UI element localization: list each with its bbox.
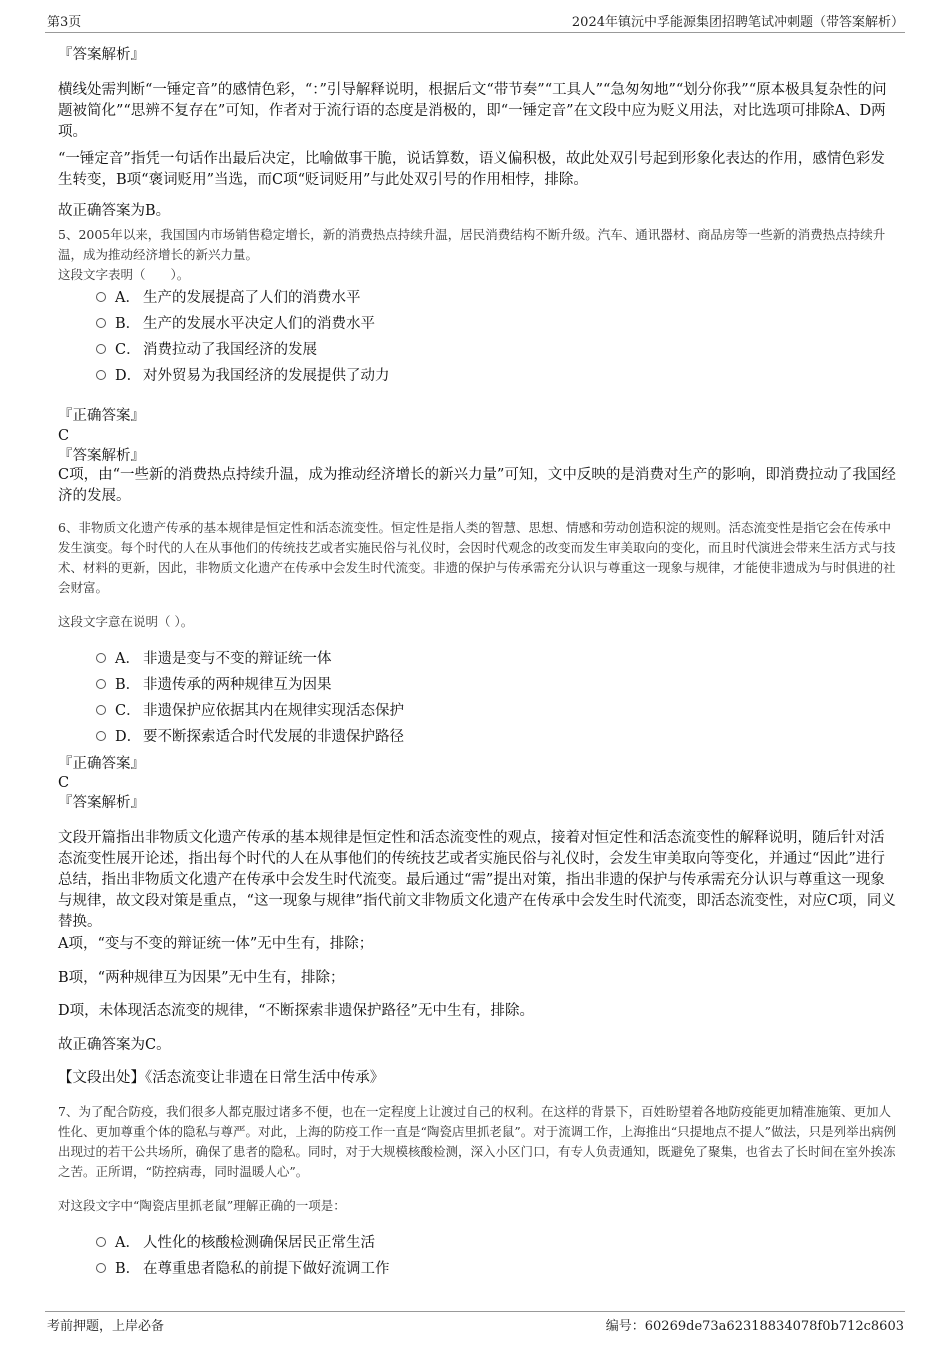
footer-rule	[45, 1311, 905, 1312]
q7-option-b[interactable]: B． 在尊重患者隐私的前提下做好流调工作	[96, 1259, 390, 1279]
q6-option-c[interactable]: C． 非遗保护应依据其内在规律实现活态保护	[96, 701, 404, 721]
q5-option-d[interactable]: D． 对外贸易为我国经济的发展提供了动力	[96, 366, 390, 386]
q5-answer-label: 『正确答案』	[58, 408, 145, 424]
document-title: 2024年镇沅中孚能源集团招聘笔试冲刺题（带答案解析）	[571, 15, 904, 30]
radio-icon[interactable]	[96, 292, 106, 302]
radio-icon[interactable]	[96, 653, 106, 663]
q5-option-c[interactable]: C． 消费拉动了我国经济的发展	[96, 340, 317, 360]
q6-answer: C	[58, 775, 70, 791]
q6-option-a-note: A项，“变与不变的辩证统一体”无中生有，排除；	[58, 936, 374, 952]
q6-answer-label: 『正确答案』	[58, 756, 145, 772]
q7-stem: 7、为了配合防疫，我们很多人都克服过诸多不便，也在一定程度上让渡过自己的权利。在这样的背景下，百姓盼望着各地防疫能更加精准施策、更加人性化、更加尊重个体的隐私与尊严。对此，上海的防疫工作一直是“陶瓷店里抓老鼠”。对于流调工作，上海推出“只提地点不提人”做法，只是列举出病例出现过的若干公共场所，确保了患者的隐私。同时，对于大规模核酸检测，深入小区门口，有专人负责通知，既避免了聚集，也省去了长时间在室外挨冻之苦。正所谓，“防控病毒，同时温暖人心”。	[58, 1104, 897, 1179]
page-number: 第3页	[47, 15, 82, 30]
q6-question: 这段文字意在说明（ ）。	[58, 614, 194, 629]
q5-stem: 5、2005年以来，我国国内市场销售稳定增长，新的消费热点持续升温，居民消费结构不断升级。汽车、通讯器材、商品房等一些新的消费热点持续升温，成为推动经济增长的新兴力量。	[58, 227, 886, 262]
q5-analysis-label: 『答案解析』	[58, 448, 145, 464]
radio-icon[interactable]	[96, 1237, 106, 1247]
q4-conclusion: 故正确答案为B。	[58, 203, 171, 219]
radio-icon[interactable]	[96, 705, 106, 715]
q6-source: 【文段出处】《活态流变让非遗在日常生活中传承》	[58, 1070, 385, 1086]
page-header	[0, 0, 950, 30]
q6-analysis-label: 『答案解析』	[58, 795, 145, 811]
q5-answer: C	[58, 428, 70, 444]
q6-analysis: 文段开篇指出非物质文化遗产传承的基本规律是恒定性和活态流变性的观点，接着对恒定性和活态流变性的解释说明，随后针对活态流变性展开论述，指出每个时代的人在从事他们的传统技艺或者实施民俗与礼仪时，会发生审美取向等变化，并通过“因此”进行总结，指出非物质文化遗产在传承中会发生时代流变。最后通过“需”提出对策，指出非遗的保护与传承需充分认识与尊重这一现象与规律，故文段对策是重点，“这一现象与规律”指代前文非物质文化遗产在传承中会发生时代流变，即活态流变性，对应C项，同义替换。	[58, 830, 896, 930]
q6-option-b[interactable]: B． 非遗传承的两种规律互为因果	[96, 675, 332, 695]
q6-stem: 6、非物质文化遗产传承的基本规律是恒定性和活态流变性。恒定性是指人类的智慧、思想、情感和劳动创造积淀的规则。活态流变性是指它会在传承中发生演变。每个时代的人在从事他们的传统技艺或者实施民俗与礼仪时，会因时代观念的改变而发生审美取向的变化，而且时代演进会带来生活方式与技术、材料的更新，因此，非物质文化遗产在传承中会发生时代流变。非遗的保护与传承需充分认识与尊重这一现象与规律，才能使非遗成为与时俱进的社会财富。	[58, 520, 896, 595]
q6-option-b-note: B项，“两种规律互为因果”无中生有，排除；	[58, 970, 345, 986]
page-footer	[0, 1305, 950, 1345]
q6-option-d[interactable]: D． 要不断探索适合时代发展的非遗保护路径	[96, 727, 404, 747]
q4-analysis-label: 『答案解析』	[58, 47, 145, 63]
radio-icon[interactable]	[96, 344, 106, 354]
q5-option-a[interactable]: A． 生产的发展提高了人们的消费水平	[96, 288, 361, 308]
radio-icon[interactable]	[96, 731, 106, 741]
q7-question: 对这段文字中“陶瓷店里抓老鼠”理解正确的一项是：	[58, 1198, 346, 1213]
q7-option-a[interactable]: A． 人性化的核酸检测确保居民正常生活	[96, 1233, 375, 1253]
q5-analysis: C项，由“一些新的消费热点持续升温，成为推动经济增长的新兴力量”可知，文中反映的是消费对生产的影响，即消费拉动了我国经济的发展。	[58, 467, 896, 504]
header-rule	[45, 32, 905, 33]
footer-slogan: 考前押题，上岸必备	[47, 1319, 165, 1334]
radio-icon[interactable]	[96, 679, 106, 689]
q6-conclusion: 故正确答案为C。	[58, 1037, 171, 1053]
q5-question: 这段文字表明（ ）。	[58, 267, 190, 282]
radio-icon[interactable]	[96, 1263, 106, 1273]
q5-option-b[interactable]: B． 生产的发展水平决定人们的消费水平	[96, 314, 375, 334]
q6-option-d-note: D项，未体现活态流变的规律，“不断探索非遗保护路径”无中生有，排除。	[58, 1003, 534, 1019]
q6-option-a[interactable]: A． 非遗是变与不变的辩证统一体	[96, 649, 332, 669]
radio-icon[interactable]	[96, 370, 106, 380]
radio-icon[interactable]	[96, 318, 106, 328]
document-id: 编号：60269de73a62318834078f0b712c8603	[605, 1319, 904, 1334]
q4-analysis-p1: 横线处需判断“一锤定音”的感情色彩，“：”引导解释说明，根据后文“带节奏”“工具人”“急匆匆地”“划分你我”“原本极具复杂性的问题被简化”“思辨不复存在”可知，作者对于流行语的态度是消极的，即“一锤定音”在文段中应为贬义用法，对比选项可排除A、D两项。	[58, 82, 887, 140]
q4-analysis-p2: “一锤定音”指凭一句话作出最后决定，比喻做事干脆，说话算数，语义偏积极，故此处双引号起到形象化表达的作用，感情色彩发生转变，B项“褒词贬用”当选，而C项“贬词贬用”与此处双引号的作用相悖，排除。	[58, 151, 885, 188]
